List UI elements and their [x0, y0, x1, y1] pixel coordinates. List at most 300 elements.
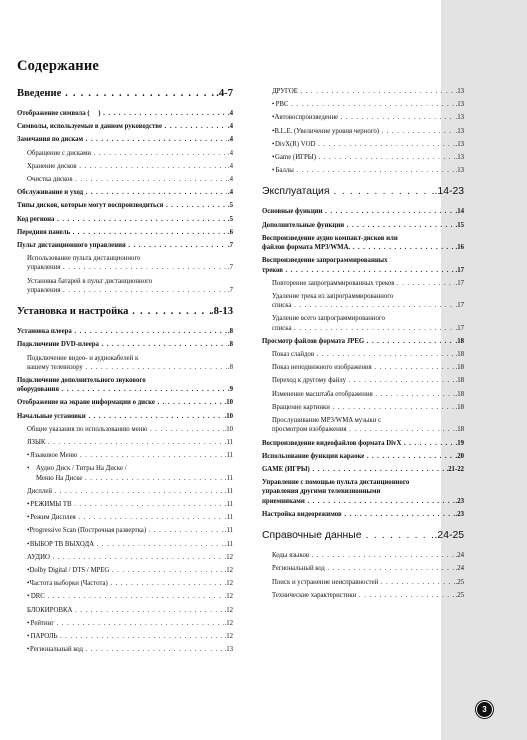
toc-entry-text: Dolby Digital / DTS / MPEG	[29, 567, 110, 575]
section-page-range: . 8-13	[211, 305, 233, 318]
toc-entry[interactable]	[262, 207, 464, 216]
toc-entry-text: Типы дисков, которые могут воспроизводиться	[17, 202, 164, 210]
toc-entry[interactable]	[262, 497, 464, 506]
bullet-icon: •	[27, 527, 30, 535]
toc-entry[interactable]	[262, 324, 464, 333]
dot-leader	[323, 207, 455, 216]
dot-leader	[364, 337, 454, 346]
toc-entry-text: Повторение запрограммированных треков	[272, 279, 395, 287]
toc-entry[interactable]	[17, 451, 233, 460]
toc-entry-text: Просмотр файлов формата JPEG	[262, 337, 365, 345]
dot-leader	[101, 109, 227, 118]
toc-entry-page: . 11	[224, 540, 233, 549]
toc-entry-page: . 11	[224, 526, 233, 535]
dot-leader	[60, 286, 227, 295]
dot-leader	[346, 376, 454, 385]
toc-section-heading[interactable]	[262, 185, 464, 198]
toc-entry-page: . 20	[455, 452, 465, 461]
toc-entry-title-continued: управления другими телевизионными	[262, 488, 381, 496]
toc-entry-page: . 17	[455, 279, 465, 288]
toc-entry-text-continued: приемниками	[262, 497, 305, 505]
toc-entry-page: . 13	[455, 100, 465, 109]
toc-left-column	[17, 87, 233, 658]
toc-entry-text: Удаление трека из запрограммированного	[272, 292, 394, 300]
toc-entry-page: . 17	[455, 324, 465, 333]
dot-leader	[147, 425, 223, 434]
bullet-icon: •	[27, 465, 30, 473]
toc-entry[interactable]	[17, 228, 233, 237]
toc-entry[interactable]	[262, 578, 464, 587]
toc-entry-text: Режим Дисплея	[30, 514, 76, 522]
toc-entry[interactable]	[17, 385, 233, 394]
bullet-icon: •	[272, 167, 275, 175]
toc-entry[interactable]	[262, 591, 464, 600]
dot-leader	[163, 201, 227, 210]
dot-leader	[146, 526, 224, 535]
toc-entry[interactable]	[17, 606, 233, 615]
toc-entry[interactable]	[17, 592, 233, 601]
dot-leader	[315, 140, 454, 149]
dot-leader	[329, 185, 434, 198]
toc-entry[interactable]	[17, 474, 233, 483]
toc-entry-page: . 7	[227, 263, 233, 272]
toc-entry-text: Установка плеера	[17, 328, 72, 336]
toc-entry[interactable]	[17, 566, 233, 575]
toc-entry-page: . 12	[224, 553, 234, 562]
toc-entry-text: ЯЗЫК	[27, 439, 46, 447]
dot-leader	[294, 166, 455, 175]
toc-entry-text: Отображение на экране информации о диске	[17, 399, 155, 407]
dot-leader	[373, 390, 455, 399]
toc-entry-page: . 18	[455, 337, 465, 346]
toc-entry-text-continued: файлов формата MP3/WMA.	[262, 244, 351, 252]
toc-entry[interactable]	[262, 564, 464, 573]
toc-entry-text: Подключение видео- и аудиокабелей к	[27, 354, 139, 362]
toc-entry-text-continued: списка	[272, 324, 292, 332]
dot-leader	[298, 87, 455, 96]
dot-leader	[364, 452, 454, 461]
dot-leader	[50, 553, 224, 562]
dot-leader	[350, 243, 454, 252]
dot-leader	[338, 113, 454, 122]
dot-leader	[94, 540, 224, 549]
toc-entry-text: Замечания по дискам	[17, 136, 84, 144]
toc-entry[interactable]	[262, 390, 464, 399]
toc-entry-text: Управление с помощью пульта дистанционного	[262, 479, 410, 487]
toc-entry-page: . 4	[227, 109, 233, 118]
toc-entry-text: Технические характеристики	[272, 591, 357, 599]
toc-entry-title	[17, 277, 233, 286]
toc-entry[interactable]	[17, 500, 233, 509]
dot-leader	[109, 566, 223, 575]
toc-entry-page: . 18	[455, 363, 465, 372]
dot-leader	[305, 497, 455, 506]
toc-entry[interactable]	[262, 301, 464, 310]
toc-entry-page: . 12	[224, 632, 234, 641]
dot-leader	[83, 188, 227, 197]
dot-leader	[325, 564, 455, 573]
toc-entry-text: GAME (ИГРЫ)	[262, 465, 310, 473]
toc-entry[interactable]	[17, 526, 233, 535]
toc-entry-page: . 18	[455, 403, 465, 412]
toc-entry-text: Дисплей	[27, 487, 52, 495]
toc-entry-page: . 11	[224, 500, 233, 509]
toc-entry-title	[262, 256, 464, 265]
toc-entry[interactable]	[17, 241, 233, 250]
dot-leader	[57, 632, 223, 641]
toc-entry[interactable]	[17, 513, 233, 522]
dot-leader	[292, 301, 455, 310]
toc-entry[interactable]	[17, 109, 233, 118]
toc-entry[interactable]	[17, 188, 233, 197]
toc-entry-text: Общие указания по использованию меню	[27, 425, 148, 433]
toc-entry[interactable]	[17, 619, 233, 628]
bullet-icon: •	[272, 101, 275, 109]
toc-entry[interactable]	[17, 162, 233, 171]
toc-entry-page: . 13	[455, 140, 465, 149]
toc-entry[interactable]	[262, 425, 464, 434]
toc-entry[interactable]	[262, 166, 464, 175]
dot-leader	[162, 122, 227, 131]
section-page-range: . 14-23	[435, 185, 464, 198]
toc-entry-page: . 18	[455, 390, 465, 399]
toc-entry[interactable]	[262, 439, 464, 448]
bullet-icon: •	[27, 567, 30, 575]
toc-entry-text: Переход к другому файлу	[272, 377, 347, 385]
toc-entry[interactable]	[262, 140, 464, 149]
dot-leader	[82, 474, 223, 483]
toc-entry-text: Основные функции	[262, 208, 323, 216]
toc-entry-title	[17, 354, 233, 363]
toc-entry[interactable]	[17, 263, 233, 272]
dot-leader	[316, 153, 454, 162]
toc-entry-text: DivX(R) VOD	[275, 140, 316, 148]
dot-leader	[309, 551, 454, 560]
section-title: Эксплуатация	[262, 186, 330, 198]
toc-entry[interactable]	[262, 221, 464, 230]
toc-entry[interactable]	[262, 350, 464, 359]
toc-entry[interactable]	[17, 540, 233, 549]
toc-entry-text: Код региона	[17, 215, 55, 223]
toc-entry-title	[262, 292, 464, 301]
toc-entry-page: . 24	[455, 551, 465, 560]
toc-entry-page: . 11	[224, 487, 233, 496]
toc-entry-page: . 21-22	[445, 465, 464, 474]
dot-leader	[72, 327, 227, 336]
toc-entry-text: Game (ИГРЫ)	[275, 153, 317, 161]
toc-entry-page: . 11	[224, 474, 233, 483]
toc-entry[interactable]	[17, 363, 233, 372]
toc-entry-text: Использование пульта дистанционного	[27, 255, 141, 263]
toc-entry-page: . 14	[455, 207, 465, 216]
dot-leader	[356, 591, 454, 600]
toc-entry-page: . 18	[455, 425, 465, 434]
toc-entry-text: Обслуживание и уход	[17, 189, 84, 197]
toc-entry[interactable]	[17, 175, 233, 184]
toc-entry-text: B.L.E. (Увеличение уровня черного)	[274, 127, 379, 135]
toc-entry-text: PBC	[275, 101, 289, 109]
toc-entry-page: . 5	[227, 215, 233, 224]
toc-entry-text: Изменение масштаба отображения	[272, 390, 373, 398]
dot-leader	[108, 579, 224, 588]
section-title: Установка и настройка	[17, 306, 129, 318]
toc-entry-text: ВЫБОР ТВ ВЫХОДА	[29, 540, 95, 548]
toc-entry[interactable]	[262, 337, 464, 346]
toc-entry-page: . 6	[227, 228, 233, 237]
toc-entry-page: . 12	[224, 566, 234, 575]
dot-leader	[347, 425, 455, 434]
toc-entry[interactable]	[262, 403, 464, 412]
toc-entry-page: . 4	[227, 122, 233, 131]
dot-leader	[61, 87, 216, 100]
toc-entry[interactable]	[17, 632, 233, 641]
toc-entry-text: РЕЖИМЫ ТВ	[30, 501, 72, 509]
toc-entry-text-continued: списка	[272, 302, 292, 310]
toc-entry-text: Пульт дистанционного управления	[17, 241, 126, 249]
toc-entry-title	[262, 416, 464, 425]
toc-entry-text: Воспроизведение запрограммированных	[262, 257, 388, 265]
toc-entry[interactable]	[17, 286, 233, 295]
dot-leader	[288, 100, 454, 109]
section-page-range: . 24-25	[435, 529, 464, 542]
toc-entry-page: . 18	[455, 350, 465, 359]
dot-leader	[283, 266, 455, 275]
dot-leader	[314, 350, 454, 359]
dot-leader	[52, 487, 224, 496]
toc-entry-page: . 25	[455, 578, 465, 587]
toc-entry-text: Коды языков	[272, 552, 310, 560]
toc-entry-text: Обращение с дисками	[27, 149, 92, 157]
toc-entry-text: Региональный код	[272, 565, 325, 573]
toc-entry-page: . 12	[224, 619, 234, 628]
toc-entry-text-continued: просмотром изображения	[272, 426, 347, 434]
dot-leader	[155, 398, 224, 407]
dot-leader	[83, 363, 227, 372]
toc-entry-text: Progressive Scan (Построчная развертка)	[29, 527, 147, 535]
toc-entry-page: . 13	[455, 113, 465, 122]
toc-entry-text: Рейтинг	[30, 619, 55, 627]
toc-entry[interactable]	[17, 438, 233, 447]
toc-entry-page: . 13	[455, 87, 465, 96]
dot-leader	[394, 279, 454, 288]
toc-entry[interactable]	[262, 465, 464, 474]
dot-leader	[86, 412, 224, 421]
toc-entry[interactable]	[262, 100, 464, 109]
bullet-icon: •	[272, 114, 275, 122]
toc-entry-text: Подключение дополнительного звукового	[17, 377, 146, 384]
dot-leader	[310, 465, 446, 474]
toc-entry[interactable]	[262, 243, 464, 252]
toc-entry[interactable]	[17, 135, 233, 144]
toc-entry-page: . 7	[227, 241, 233, 250]
bullet-icon: •	[272, 127, 275, 135]
toc-entry-text: Поиск и устранение неисправностей	[272, 578, 379, 586]
toc-entry-page: . 16	[455, 243, 465, 252]
dot-leader	[83, 135, 227, 144]
toc-entry-page: . 10	[224, 398, 234, 407]
toc-entry-text: Частота выборки (Частота)	[29, 580, 108, 588]
toc-entry[interactable]	[17, 487, 233, 496]
toc-entry-text: Дополнительные функции	[262, 221, 345, 229]
toc-entry[interactable]	[17, 149, 233, 158]
dot-leader	[72, 500, 224, 509]
dot-leader	[292, 324, 455, 333]
toc-entry-text: БЛОКИРОВКА	[27, 606, 73, 614]
toc-entry[interactable]	[262, 376, 464, 385]
toc-entry-page: . 17	[455, 301, 465, 310]
dot-leader	[73, 175, 227, 184]
toc-entry-text-continued: треков	[262, 266, 283, 274]
dot-leader	[379, 127, 455, 136]
section-title: Введение	[17, 88, 62, 99]
toc-entry-text: Автовоспроизведение	[274, 114, 339, 122]
section-title: Справочные данные	[262, 530, 362, 542]
dot-leader	[401, 439, 454, 448]
toc-entry-page: . 8	[227, 327, 233, 336]
dot-leader	[83, 645, 224, 654]
toc-entry-text: Передняя панель	[17, 228, 71, 236]
toc-entry[interactable]	[262, 266, 464, 275]
toc-entry-page: . 11	[224, 451, 233, 460]
toc-entry-page: . 12	[224, 579, 234, 588]
toc-entry[interactable]	[17, 327, 233, 336]
toc-entry-page: . 10	[224, 412, 234, 421]
toc-entry-text: Отображение символа ( ⃠ )	[17, 110, 101, 117]
toc-entry-text: Удаление всего запрограммированного	[272, 315, 385, 323]
dot-leader	[76, 513, 224, 522]
toc-entry-text: АУДИО	[27, 553, 50, 561]
toc-entry[interactable]	[262, 363, 464, 372]
toc-entry[interactable]	[17, 215, 233, 224]
toc-entry[interactable]	[17, 553, 233, 562]
toc-entry-page: . 13	[455, 166, 465, 175]
toc-entry[interactable]	[17, 398, 233, 407]
toc-entry-text-continued: оборудования	[17, 386, 60, 394]
toc-entry-page: . 4	[227, 175, 233, 184]
toc-entry-text: Баллы	[275, 167, 294, 175]
toc-section-heading[interactable]	[262, 529, 464, 542]
dot-leader	[99, 340, 227, 349]
dot-leader	[72, 606, 223, 615]
toc-entry-text: Вращение картинки	[272, 403, 330, 411]
dot-leader	[60, 263, 227, 272]
toc-entry-text: Аудио Диск / Титры На Диске /	[36, 465, 127, 473]
dot-leader	[54, 619, 223, 628]
bullet-icon: •	[27, 540, 30, 548]
dot-leader	[77, 162, 227, 171]
toc-entry-title	[262, 478, 464, 487]
toc-entry-text: Региональный код	[30, 646, 83, 654]
dot-leader	[59, 385, 227, 394]
toc-entry-page: . 12	[224, 606, 234, 615]
toc-entry-page: . 18	[455, 376, 465, 385]
toc-entry[interactable]	[17, 645, 233, 654]
toc-section-heading[interactable]	[17, 87, 233, 100]
toc-entry-page: . 4	[227, 162, 233, 171]
toc-entry-text: ДРУГОЕ	[272, 88, 298, 95]
bullet-icon: •	[27, 593, 30, 601]
dot-leader	[128, 305, 210, 318]
dot-leader	[77, 451, 223, 460]
toc-entry[interactable]	[262, 153, 464, 162]
bullet-icon: •	[27, 580, 30, 588]
toc-entry[interactable]	[262, 127, 464, 136]
toc-entry[interactable]	[17, 201, 233, 210]
dot-leader	[378, 578, 454, 587]
toc-entry-text: Очистка дисков	[27, 175, 73, 183]
toc-entry-page: . 4	[227, 149, 233, 158]
toc-entry[interactable]	[17, 122, 233, 131]
toc-entry-title	[262, 234, 464, 243]
bullet-icon: •	[27, 632, 30, 640]
toc-entry-text: Использование функции караоке	[262, 452, 365, 460]
bullet-icon: •	[27, 619, 30, 627]
toc-entry-text: Воспроизведение видеофайлов формата DivX	[262, 439, 402, 447]
toc-entry[interactable]	[17, 340, 233, 349]
toc-entry-text-continued: управления	[27, 264, 61, 272]
toc-entry-page: . 19	[455, 439, 465, 448]
toc-entry-text-continued: вашему телевизору	[27, 363, 83, 371]
toc-entry-title	[262, 314, 464, 323]
toc-entry-text: Показ неподвижного изображения	[272, 364, 372, 372]
toc-entry-page: . 4	[227, 188, 233, 197]
toc-entry-title	[17, 376, 233, 385]
toc-entry-text: DRC	[30, 593, 45, 601]
toc-entry-page: . 15	[455, 221, 465, 230]
toc-entry-page: . 12	[224, 592, 234, 601]
toc-entry-title	[17, 254, 233, 263]
bullet-icon: •	[27, 452, 30, 460]
bullet-icon: •	[27, 501, 30, 509]
page-title: Содержание	[17, 58, 100, 74]
dot-leader	[70, 228, 227, 237]
toc-entry-page: . 11	[224, 438, 233, 447]
toc-entry-text-continued: Меню На Диске	[36, 474, 83, 482]
toc-entry[interactable]	[262, 510, 464, 519]
toc-entry-text: Прослушивание MP3/WMA музыки с	[272, 417, 382, 425]
toc-entry-title	[17, 464, 233, 473]
page-number-badge: 3	[477, 702, 492, 717]
toc-entry-page: . 23	[455, 510, 465, 519]
toc-entry-text: Воспроизведение аудио компакт-дисков или	[262, 234, 398, 242]
toc-entry-text: ПАРОЛЬ	[30, 632, 58, 640]
dot-leader	[91, 149, 227, 158]
dot-leader	[344, 221, 454, 230]
toc-entry[interactable]	[17, 579, 233, 588]
toc-entry[interactable]	[262, 87, 464, 96]
dot-leader	[362, 529, 435, 542]
toc-entry-text: Языковое Меню	[30, 452, 78, 460]
dot-leader	[330, 403, 455, 412]
toc-entry-text: Установка батарей в пульт дистанционного	[27, 277, 153, 285]
toc-entry-text: Настройка видеорежимов	[262, 510, 342, 518]
toc-entry[interactable]	[17, 425, 233, 434]
toc-entry-text: Начальные установки	[17, 412, 86, 420]
toc-entry[interactable]	[262, 452, 464, 461]
toc-entry-page: . 24	[455, 564, 465, 573]
toc-entry[interactable]	[262, 113, 464, 122]
toc-entry-page: . 8	[227, 340, 233, 349]
toc-entry-text: Показ слайдов	[272, 351, 315, 359]
toc-entry[interactable]	[17, 412, 233, 421]
toc-entry[interactable]	[262, 279, 464, 288]
dot-leader	[342, 510, 455, 519]
toc-entry-page: . 13	[455, 127, 465, 136]
toc-section-heading[interactable]	[17, 305, 233, 318]
toc-entry-page: . 7	[227, 286, 233, 295]
toc-entry-page: . 10	[224, 425, 234, 434]
toc-entry[interactable]	[262, 551, 464, 560]
